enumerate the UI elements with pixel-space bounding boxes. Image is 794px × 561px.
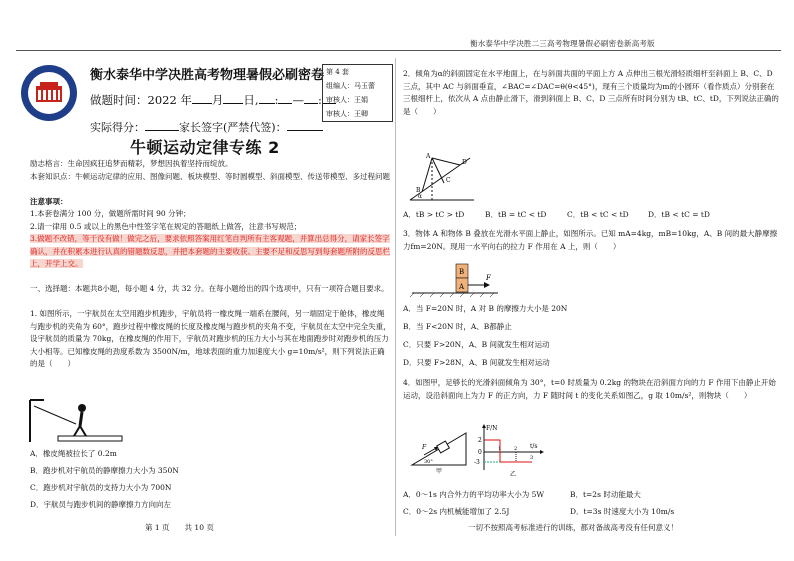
q2-option-b[interactable]: B．tB = tC < tD — [485, 210, 547, 219]
q1-option-c[interactable]: C．跑步机对宇航员的支持力大小为 700N — [30, 483, 172, 492]
question-1: 1. 如图所示，一宇航员在太空用跑步机跑步，宇航员将一橡皮绳一端系在腰间，另一端固定于舱体，橡皮绳与跑步机的夹角为 60°，跑步过程中橡皮绳的长度及橡皮绳与跑步机的夹角不变，宇航员在太空中完全失重，设宇航员的质量为 70kg，在橡皮绳的作用下，宇航员对跑步机的压力大小与其在地面跑步时对跑步机的压力大小相等。已知橡皮绳的劲度系数为 3500N/m，地球表面的重力加速度大小 g=10m/s²，则下列说法正确的是（ ） — [30, 309, 391, 368]
question-2: 2．倾角为α的斜面固定在水平地面上，在与斜面共面的平面上方 A 点伸出三根光滑轻质细杆至斜面上 B、C、D 三点，其中 AC 与斜面垂直，∠BAC=∠DAC=θ(θ<45°)，现有三个质量均为m的小圆环（看作质点）分别套在三根细杆上，依次从 A 点由静止滑下，滑到斜面上 B、C、D 三点所有时间分别为 tB、tC、tD，下列说法正确的是（ ） — [403, 69, 779, 116]
q4-caption-jia: 甲 — [436, 468, 443, 475]
q2-incline-figure — [408, 150, 478, 202]
note-3-text: 3.做题不改错，等于没有做！做完之后，要求依照答案用红笔自判所有主客观题，并算出总得分，请家长签字确认，并在积累本进行认真的错题数反思，并把本套题的主要收获、主要不足和反思写到每套题所附的反思栏上，开学上交。 — [30, 234, 390, 268]
q2-label-d: D — [462, 159, 467, 166]
score-label: 实际得分： — [90, 121, 145, 134]
reviewer-1: 审核人：王娟 — [326, 96, 368, 104]
month-label: 月 — [211, 93, 224, 107]
info-box — [322, 64, 393, 122]
q3-block-a-label: A — [459, 283, 465, 291]
school-title: 衡水泰华中学决胜高考物理暑假必刷密卷 — [90, 68, 325, 83]
day-label: 日, — [243, 93, 259, 107]
q4-graph-xlabel: t/s — [530, 443, 538, 450]
q1-option-a[interactable]: A．橡皮绳被拉长了 0.2m — [30, 449, 117, 458]
note-1: 1.本套卷满分 100 分，做题所需时间 90 分钟； — [30, 209, 191, 218]
q4-graph-x2: 2 — [514, 446, 518, 452]
minute-blank[interactable] — [278, 92, 292, 104]
day-blank[interactable] — [223, 92, 243, 104]
q1-option-d[interactable]: D．宇航员与跑步机间的静摩擦力方向向左 — [30, 500, 172, 509]
q3-option-a[interactable]: A．当 F=20N 时，A 对 B 的摩擦力大小是 20N — [403, 304, 568, 313]
q2-label-a: A — [426, 153, 431, 160]
section-1-header: 一、选择题：本题共8小题，每小题 4 分，共 32 分。在每小题给出的四个选项中，只有一项符合题目要求。 — [30, 284, 389, 293]
score-blank[interactable] — [145, 119, 179, 131]
set-number: 第 4 套 — [326, 68, 349, 76]
q3-option-b[interactable]: B．当 F<20N 时，A、B都静止 — [403, 322, 512, 331]
page-number: 第 1 页 共 10 页 — [145, 523, 214, 532]
q3-option-d[interactable]: D．只要 F>28N，A、B 间就发生相对运动 — [403, 358, 550, 367]
q4-force-time-graph — [474, 422, 546, 478]
month-blank[interactable] — [192, 92, 212, 104]
colon-2: : — [317, 93, 322, 107]
q4-graph-y0: 0 — [478, 449, 482, 456]
q2-label-alpha: α — [418, 193, 423, 200]
q4-graph-y3: -3 — [474, 459, 480, 466]
q4-force-label: F — [422, 444, 427, 451]
q3-block-b-label: B — [459, 268, 465, 276]
note-2: 2.请一律用 0.5 或以上的黑色中性签字笔在规定的答题纸上做答，注意书写规范； — [30, 222, 302, 231]
sign-blank[interactable] — [287, 119, 323, 131]
page-title: 牛顿运动定律专练 2 — [130, 138, 280, 157]
motto: 励志格言：生命因疯狂追梦而精彩，梦想因执着坚持而绽放。 — [30, 159, 233, 168]
end-hour-blank[interactable] — [304, 92, 318, 104]
q3-force-label: F — [486, 274, 491, 282]
note-3-red — [30, 233, 392, 271]
q2-label-c: C — [446, 177, 451, 184]
running-header: 衡水泰华中学决胜二三高考物理暑假必刷密卷新高考版 — [470, 39, 655, 48]
q3-blocks-figure — [410, 262, 500, 298]
do-time-label: 做题时间：2022 年 — [90, 93, 192, 107]
colon-1: : — [274, 93, 279, 107]
hour-blank[interactable] — [259, 92, 275, 104]
q2-option-a[interactable]: A．tB > tC > tD — [403, 210, 465, 219]
q4-option-a[interactable]: A．0～1s 内合外力的平均功率大小为 5W — [403, 490, 545, 499]
column-divider — [395, 58, 396, 536]
q4-graph-y2: 2 — [478, 437, 482, 444]
time-dash: — — [292, 93, 304, 107]
q2-option-d[interactable]: D．tB < tC = tD — [648, 210, 710, 219]
q4-angle-label: 30° — [424, 459, 433, 465]
knowledge-points: 本套知识点：牛顿运动定律的应用、图像问题、板块模型、等时圆模型、斜面模型、传送带模型、多过程问题 — [30, 172, 390, 181]
header-rule — [16, 50, 781, 51]
q4-option-b[interactable]: B．t=2s 时动能最大 — [570, 490, 641, 499]
q4-option-d[interactable]: D．t=3s 时速度大小为 10m/s — [570, 507, 675, 516]
q4-graph-x3: 3 — [530, 455, 534, 461]
q2-label-b: B — [416, 187, 421, 194]
question-3: 3．物体 A 和物体 B 叠放在光滑水平面上静止，如图所示。已知 mA=4kg，mB=10kg，A、B 间的最大静摩擦力fm=20N。现用一水平向右的拉力 F 作用在 A 上，则（ ） — [403, 229, 778, 251]
q1-option-b[interactable]: B．跑步机对宇航员的静摩擦力大小为 350N — [30, 466, 179, 475]
score-row — [90, 119, 323, 135]
compiler: 组编人：马玉蕾 — [326, 82, 375, 90]
notes-title: 注意事项： — [30, 197, 68, 206]
question-4: 4．如图甲，足够长的光滑斜面倾角为 30°，t=0 时质量为 0.2kg 的物块在沿斜面方向的力 F 作用下由静止开始运动，设沿斜面向上为力 F 的正方向，力 F 随时间 t 的变化关系如图乙，g 取 10m/s²，则物块（ ） — [403, 378, 776, 400]
q4-incline-figure — [410, 425, 470, 475]
q2-option-c[interactable]: C．tB < tC < tD — [567, 210, 629, 219]
school-logo — [20, 64, 78, 122]
q4-graph-ylabel: F/N — [486, 425, 498, 432]
sign-label: 家长签字(严禁代签)： — [179, 121, 287, 134]
q4-graph-x1: 1 — [498, 446, 502, 452]
reviewer-2: 审核人：王卿 — [326, 110, 368, 118]
do-time-row — [90, 92, 336, 108]
q4-option-c[interactable]: C．0～2s 内机械能增加了 2.5J — [403, 507, 510, 516]
page-footer-slogan: 一切不按照高考标准进行的训练，都对备战高考没有任何意义！ — [468, 523, 678, 532]
q1-treadmill-figure — [28, 396, 128, 444]
q3-option-c[interactable]: C．只要 F>20N，A、B 间就发生相对运动 — [403, 340, 550, 349]
q4-caption-yi: 乙 — [510, 471, 517, 478]
